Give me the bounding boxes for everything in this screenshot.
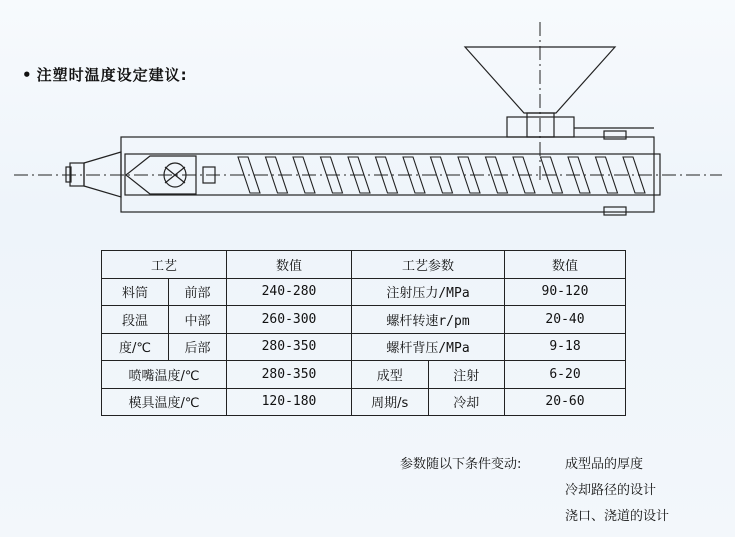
- table-row: [102, 388, 626, 416]
- table-cell: 前部: [168, 278, 226, 306]
- table-cell: 注射: [428, 361, 505, 389]
- table-cell: 模具温度/℃: [102, 388, 227, 416]
- table-cell: 螺杆转速r/pm: [352, 306, 505, 334]
- table-cell: 9-18: [505, 333, 626, 361]
- table-cell: 度/℃: [102, 333, 169, 361]
- table-row: [102, 306, 626, 334]
- parameter-table: [101, 250, 626, 416]
- table-cell: 成型: [352, 361, 429, 389]
- table-cell: 240-280: [227, 278, 352, 306]
- table-row: [102, 333, 626, 361]
- table-cell: 120-180: [227, 388, 352, 416]
- table-cell: 280-350: [227, 333, 352, 361]
- notes-item: 成型品的厚度: [565, 457, 644, 472]
- table-cell: 喷嘴温度/℃: [102, 361, 227, 389]
- bullet: •: [22, 66, 33, 84]
- table-cell: 20-60: [505, 388, 626, 416]
- table-cell: 注射压力/MPa: [352, 278, 505, 306]
- table-cell: 冷却: [428, 388, 505, 416]
- notes: [400, 452, 669, 530]
- table-cell: 260-300: [227, 306, 352, 334]
- notes-lead: 参数随以下条件变动:: [400, 457, 522, 472]
- table-cell: 280-350: [227, 361, 352, 389]
- table-cell: 周期/s: [352, 388, 429, 416]
- header-cell: 工艺: [102, 251, 227, 279]
- table-cell: 后部: [168, 333, 226, 361]
- table-cell: 6-20: [505, 361, 626, 389]
- heater-tab-top: [604, 131, 626, 139]
- table-cell: 料筒: [102, 278, 169, 306]
- table-cell: 段温: [102, 306, 169, 334]
- header-cell: 数值: [505, 251, 626, 279]
- table-row: [102, 361, 626, 389]
- table-row: [102, 278, 626, 306]
- notes-item: 冷却路径的设计: [565, 483, 657, 498]
- table-cell: 螺杆背压/MPa: [352, 333, 505, 361]
- notes-item: 浇口、浇道的设计: [565, 509, 670, 524]
- table-header-row: [102, 251, 626, 279]
- heading-text: 注塑时温度设定建议:: [36, 66, 188, 84]
- table-cell: 中部: [168, 306, 226, 334]
- table-cell: 20-40: [505, 306, 626, 334]
- header-cell: 工艺参数: [352, 251, 505, 279]
- table-cell: 90-120: [505, 278, 626, 306]
- heater-tab-bottom: [604, 207, 626, 215]
- header-cell: 数值: [227, 251, 352, 279]
